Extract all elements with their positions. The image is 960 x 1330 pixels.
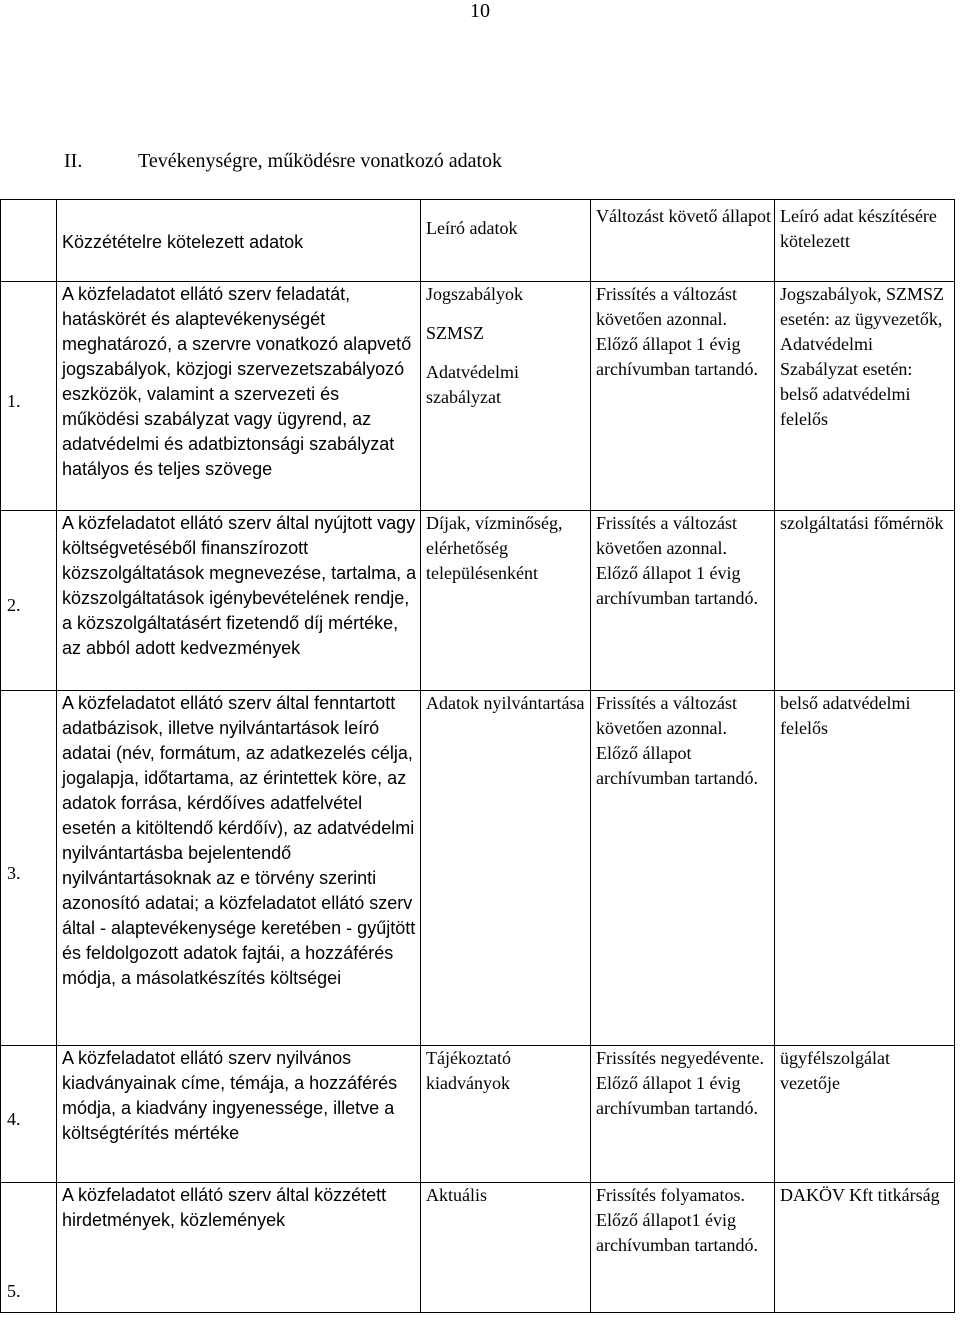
header-data-cell: Közzétételre kötelezett adatok xyxy=(57,200,421,282)
page-number: 10 xyxy=(470,0,490,22)
row-number: 1. xyxy=(1,282,57,511)
row-state-cell: Frissítés a változást követően azonnal. Előző állapot 1 évig archívumban tartandó. xyxy=(591,511,775,691)
row-data-cell: A közfeladatot ellátó szerv által fenntartott adatbázisok, illetve nyilvántartások leíró adatai (név, formátum, az adatkezelés célja, jogalapja, időtartama, az érintettek köre, az adatok forrása, kérdőíves adatfelvétel esetén a kitöltendő kérdőív), az adatvédelmi nyilvántartásba bejelentendő nyilvántartásoknak az e törvény szerinti azonosító adatai; a közfeladatot ellátó szerv által - alaptevékenysége keretében - gyűjtött és feldolgozott adatok fajtái, a hozzáférés módja, a másolatkészítés költségei xyxy=(57,691,421,1046)
table-row xyxy=(1,691,955,1046)
row-number: 4. xyxy=(1,1046,57,1183)
header-responsible-cell: Leíró adat készítésére kötelezett xyxy=(775,200,955,282)
row-number: 5. xyxy=(1,1183,57,1313)
row-data-cell: A közfeladatot ellátó szerv feladatát, hatáskörét és alaptevékenységét meghatározó, a szervre vonatkozó alapvető jogszabályok, közjogi szervezetszabályozó eszközök, valamint a szervezeti és működési szabályzat vagy ügyrend, az adatvédelmi és adatbiztonsági szabályzat hatályos és teljes szövege xyxy=(57,282,421,511)
row-data-cell: A közfeladatot ellátó szerv által nyújtott vagy költségvetéséből finanszírozott közszolgáltatások megnevezése, tartalma, a közszolgáltatások igénybevételének rendje, a közszolgáltatásért fizetendő díj mértéke, az abból adott kedvezmények xyxy=(57,511,421,691)
section-title: Tevékenységre, működésre vonatkozó adatok xyxy=(138,150,503,172)
row-state-cell: Frissítés a változást követően azonnal. Előző állapot 1 évig archívumban tartandó. xyxy=(591,282,775,511)
row-description-cell: Adatok nyilvántartása xyxy=(421,691,591,1046)
row-data-cell: A közfeladatot ellátó szerv által közzétett hirdetmények, közlemények xyxy=(57,1183,421,1313)
row-state-cell: Frissítés folyamatos. Előző állapot1 évig archívumban tartandó. xyxy=(591,1183,775,1313)
row-responsible-cell: szolgáltatási főmérnök xyxy=(775,511,955,691)
row-responsible-cell: DAKÖV Kft titkárság xyxy=(775,1183,955,1313)
row-responsible-cell: ügyfélszolgálat vezetője xyxy=(775,1046,955,1183)
description-item: Jogszabályok xyxy=(426,284,523,304)
row-state-cell: Frissítés negyedévente. Előző állapot 1 évig archívumban tartandó. xyxy=(591,1046,775,1183)
row-responsible-cell: belső adatvédelmi felelős xyxy=(775,691,955,1046)
row-number: 2. xyxy=(1,511,57,691)
header-number-cell xyxy=(1,200,57,282)
row-description-cell: Díjak, vízminőség, elérhetőség településenként xyxy=(421,511,591,691)
disclosure-table xyxy=(0,199,955,1313)
section-heading xyxy=(64,148,502,174)
section-number: II. xyxy=(64,150,83,172)
table-row xyxy=(1,511,955,691)
row-description-cell xyxy=(421,282,591,511)
row-number: 3. xyxy=(1,691,57,1046)
header-state-cell: Változást követő állapot xyxy=(591,200,775,282)
row-state-cell: Frissítés a változást követően azonnal. Előző állapot archívumban tartandó. xyxy=(591,691,775,1046)
table-row xyxy=(1,282,955,511)
row-description-cell: Tájékoztató kiadványok xyxy=(421,1046,591,1183)
row-data-cell: A közfeladatot ellátó szerv nyilvános kiadványainak címe, témája, a hozzáférés módja, a kiadvány ingyenessége, illetve a költségtérítés mértéke xyxy=(57,1046,421,1183)
table-row xyxy=(1,1046,955,1183)
description-item: SZMSZ xyxy=(426,323,485,343)
header-description-cell: Leíró adatok xyxy=(421,200,591,282)
table-row xyxy=(1,1183,955,1313)
description-item: Adatvédelmi szabályzat xyxy=(426,362,519,407)
table-header-row xyxy=(1,200,955,282)
row-responsible-cell: Jogszabályok, SZMSZ esetén: az ügyvezetők, Adatvédelmi Szabályzat esetén: belső adatvédelmi felelős xyxy=(775,282,955,511)
row-description-cell: Aktuális xyxy=(421,1183,591,1313)
